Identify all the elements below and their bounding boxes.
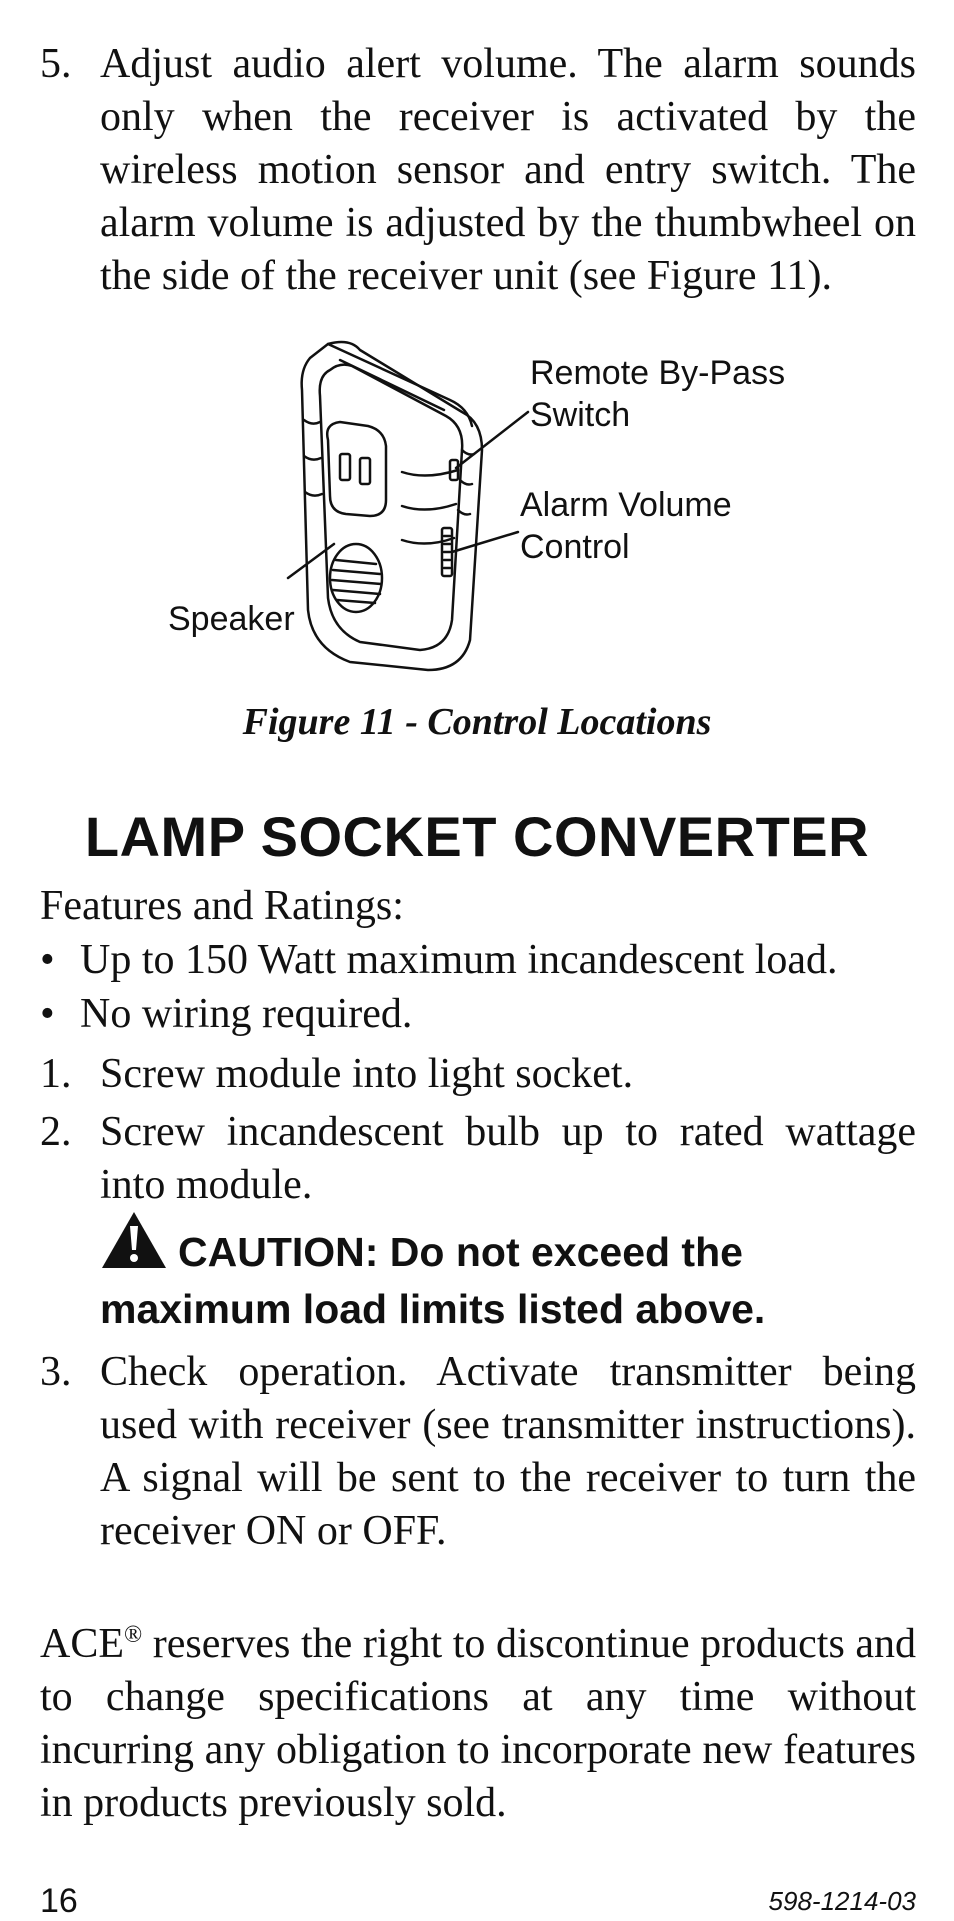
feature-bullet: • Up to 150 Watt maximum incandescent load. [40,934,916,987]
caution-text: CAUTION: Do not exceed the maximum load limits listed above. [100,1229,766,1332]
step-number: 3. [40,1349,72,1395]
step-5 [40,38,916,303]
bullet-dot: • [40,937,55,983]
caution-notice [100,1210,916,1336]
step-text: Check operation. Activate transmitter being used with receiver (see transmitter instructions). A signal will be sent to the receiver to turn the receiver ON or OFF. [100,1349,916,1554]
step-text: Screw incandescent bulb up to rated wattage into module. [100,1109,916,1208]
disclaimer-paragraph [40,1618,916,1830]
page-number: 16 [40,1882,78,1920]
step-text: Screw module into light socket. [100,1051,634,1097]
step-3 [40,1346,916,1558]
brand-name: ACE [40,1621,124,1667]
step-2 [40,1106,916,1212]
step-number: 1. [40,1051,72,1097]
registered-mark: ® [124,1622,143,1648]
figure-caption: Figure 11 - Control Locations [242,701,712,743]
warning-triangle-icon [100,1210,168,1283]
step-number: 2. [40,1109,72,1155]
step-number: 5. [40,41,72,87]
figure-control-locations [168,330,940,690]
label-alarm-volume-control: Alarm Volume Control [520,486,732,566]
label-remote-bypass-switch: Remote By-Pass Switch [530,354,786,434]
step-1 [40,1048,916,1101]
bullet-dot: • [40,991,55,1037]
disclaimer-text: reserves the right to discontinue products and to change specifications at any time without incurring any obligation to incorporate new features in products previously sold. [40,1621,916,1826]
section-heading: LAMP SOCKET CONVERTER [84,805,870,868]
step-text: Adjust audio alert volume. The alarm sounds only when the receiver is activated by the wireless motion sensor and entry switch. The alarm volume is adjusted by the thumbwheel on the side of the receiver unit (see Figure 11). [100,41,916,299]
document-code: 598-1214-03 [768,1886,916,1916]
features-intro: Features and Ratings: [40,883,404,929]
feature-bullet: • No wiring required. [40,988,916,1041]
label-speaker: Speaker [168,600,295,638]
